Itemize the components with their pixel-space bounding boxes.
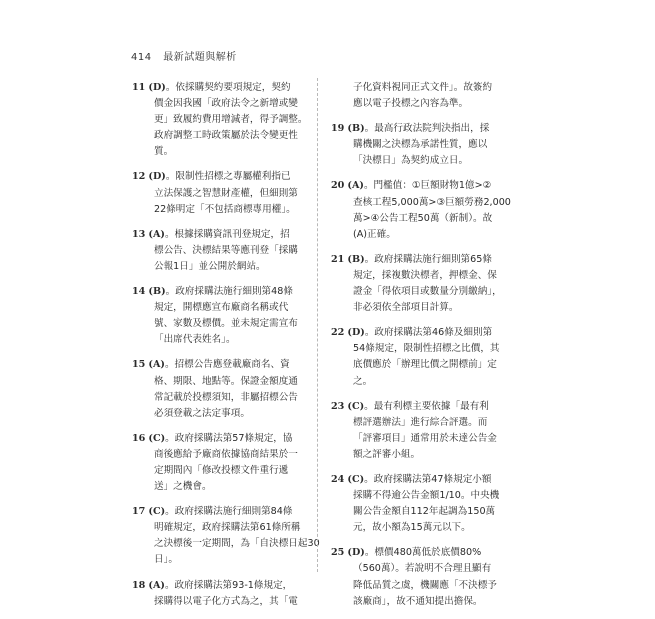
explanation-line: 常記載於投標須知，非屬招標公告	[154, 391, 298, 403]
answer-first-line	[132, 431, 322, 447]
explanation-line: 額之評審小組。	[353, 448, 421, 460]
answer-item-11	[132, 80, 322, 160]
question-number: 22	[331, 327, 345, 339]
explanation-line: 元，故小額為15萬元以下。	[353, 522, 471, 534]
explanation-line: 日」。	[154, 554, 178, 566]
explanation-line: 底價應於「辦理比價之開標前」定	[353, 359, 497, 371]
explanation-line: 送」之機會。	[154, 481, 212, 493]
answer-first-line	[132, 227, 322, 243]
answer-first-line	[331, 252, 521, 268]
explanation-line: 採購得以電子化方式為之，其「電	[154, 595, 298, 607]
question-number: 11	[132, 82, 146, 93]
explanation-line: 定期間內「修改投標文件重行遞	[154, 464, 289, 476]
answer-choice: (B)	[347, 253, 365, 265]
explanation-text: 。依採購契約要項規定，契約	[165, 82, 291, 93]
answer-item-16	[132, 431, 322, 495]
explanation-line: 「出席代表姓名」。	[154, 334, 236, 346]
answer-item-19	[331, 121, 521, 169]
question-number: 23	[331, 400, 345, 412]
answer-choice: (D)	[347, 547, 365, 559]
left-column	[132, 80, 322, 619]
explanation-line: (A)正確。	[353, 228, 396, 240]
explanation-line: 政府調整工時政策屬於法令變更性	[154, 130, 298, 142]
question-number: 13	[132, 228, 146, 240]
answer-item-22	[331, 325, 521, 389]
answer-choice: (C)	[148, 432, 166, 444]
explanation-line: 查核工程5,000萬>③巨額勞務2,000	[353, 196, 511, 208]
answer-choice: (A)	[148, 579, 165, 591]
answer-first-line	[132, 80, 322, 96]
explanation-text: 。政府採購法第93-1條規定，	[164, 579, 293, 591]
answer-first-line	[132, 284, 322, 300]
page-number: 414	[131, 52, 152, 63]
answer-first-line	[331, 178, 521, 194]
answer-choice: (A)	[148, 228, 165, 240]
answer-item-14	[132, 284, 322, 348]
question-number: 16	[132, 432, 146, 444]
explanation-text: 。標價480萬低於底價80%	[364, 547, 482, 559]
explanation-line: 號、家數及標價。並未規定需宣布	[154, 318, 298, 330]
answer-choice: (B)	[347, 123, 365, 135]
answer-choice: (B)	[148, 286, 166, 298]
answer-first-line	[331, 325, 521, 341]
explanation-text: 。招標公告應登載廠商名、資	[164, 359, 290, 371]
answer-item-18	[132, 578, 322, 610]
answer-choice: (A)	[347, 180, 364, 192]
running-header	[131, 48, 237, 63]
answer-choice: (D)	[148, 171, 166, 183]
explanation-line: 立法保護之智慧財產權，但細則第	[154, 187, 298, 199]
answer-choice: (C)	[148, 506, 166, 518]
explanation-line: （560萬）。若說明不合理且顯有	[353, 563, 492, 575]
column-divider	[317, 78, 318, 572]
book-title: 最新試題與解析	[163, 52, 237, 63]
explanation-line: 之決標後一定期間，為「自決標日起30	[154, 538, 320, 550]
explanation-text: 。政府採購法施行細則第65條	[364, 253, 492, 265]
explanation-line: 商後應給予廠商依據協商結果於一	[154, 448, 298, 460]
answer-first-line	[331, 545, 521, 561]
explanation-text: 。門檻值：①巨額財物1億>②	[363, 180, 492, 192]
question-number: 25	[331, 547, 345, 559]
explanation-line: 「決標日」為契約成立日。	[353, 155, 469, 167]
explanation-line: 應以電子投標之內容為準。	[353, 98, 469, 110]
explanation-line: 更」致履約費用增減者，得予調整。	[154, 114, 308, 126]
question-number: 15	[132, 359, 146, 371]
explanation-line: 規定，採複數決標者，押標金、保	[353, 269, 497, 281]
explanation-text: 。政府採購法施行細則第84條	[165, 506, 293, 518]
answer-first-line	[331, 121, 521, 137]
explanation-line: 購機關之決標為承諾性質，應以	[353, 139, 488, 151]
explanation-line: 公報1日」並公開於網站。	[154, 260, 266, 272]
answer-item-12	[132, 169, 322, 217]
answer-item-15	[132, 357, 322, 421]
answer-item-21	[331, 252, 521, 316]
answer-item-20	[331, 178, 521, 242]
question-number: 21	[331, 253, 345, 265]
explanation-text: 。政府採購法第47條規定小額	[364, 473, 492, 485]
explanation-line: 該廠商」，故不通知提出擔保。	[353, 595, 483, 607]
question-number: 24	[331, 473, 345, 485]
question-number: 12	[132, 171, 146, 183]
explanation-text: 。最有利標主要依據「最有利	[364, 400, 489, 412]
explanation-line: 「評審項目」通常用於未達公告金	[353, 432, 497, 444]
question-number: 18	[132, 579, 146, 591]
explanation-line: 非必須依全部項目計算。	[353, 302, 459, 314]
explanation-line: 22條明定「不包括商標專用權」。	[154, 203, 296, 215]
explanation-line: 規定，開標應宣布廠商名稱或代	[154, 302, 289, 314]
answer-first-line	[331, 399, 521, 415]
explanation-line: 證金「得依項目或數量分別繳納」，	[353, 286, 502, 298]
explanation-line: 標公告、決標結果等應刊登「採購	[154, 244, 298, 256]
answer-first-line	[132, 169, 322, 185]
explanation-line: 之。	[353, 375, 373, 387]
explanation-line: 採購不得逾公告金額1/10。中央機	[353, 490, 500, 502]
explanation-line: 54條規定，限制性招標之比價，其	[353, 343, 500, 355]
explanation-line: 明確規定，政府採購法第61條所稱	[154, 522, 301, 534]
explanation-line: 價金因我國「政府法令之新增或變	[154, 98, 298, 110]
answer-choice: (A)	[148, 359, 165, 371]
answer-choice: (C)	[347, 400, 365, 412]
explanation-line: 降低品質之虞，機關應「不決標予	[353, 579, 497, 591]
answer-choice: (C)	[347, 473, 365, 485]
explanation-line: 必須登載之法定事項。	[154, 407, 250, 419]
explanation-line: 標評選辦法」進行綜合評選。而	[353, 416, 488, 428]
explanation-text: 。政府採購法第57條規定，協	[165, 432, 293, 444]
answer-first-line	[132, 357, 322, 373]
explanation-text: 。政府採購法第46條及細則第	[364, 327, 493, 339]
explanation-line: 格、期限、地點等。保證金額度通	[154, 375, 298, 387]
explanation-text: 。政府採購法施行細則第48條	[165, 286, 293, 298]
explanation-line: 質。	[154, 146, 174, 158]
question-number: 14	[132, 286, 146, 298]
answer-item-24	[331, 472, 521, 536]
answer-first-line	[132, 504, 322, 520]
explanation-line: 子化資料視同正式文件」。故簽約	[353, 82, 493, 93]
answer-choice: (D)	[148, 82, 166, 93]
explanation-line: 關公告金額自112年起調為150萬	[353, 506, 496, 518]
right-column	[331, 80, 521, 619]
question-number: 17	[132, 506, 146, 518]
explanation-text: 。限制性招標之專屬權利指已	[165, 171, 291, 183]
answer-item-25	[331, 545, 521, 609]
explanation-text: 。根據採購資訊刊登規定，招	[164, 228, 290, 240]
answer-item-13	[132, 227, 322, 275]
explanation-line: 萬>④公告工程50萬（新制）。故	[353, 212, 493, 224]
answer-item-23	[331, 399, 521, 463]
answer-item-17	[132, 504, 322, 568]
question-number: 19	[331, 123, 345, 135]
answer-choice: (D)	[347, 327, 365, 339]
question-number: 20	[331, 180, 345, 192]
answer-first-line	[132, 578, 322, 594]
answer-first-line	[331, 472, 521, 488]
explanation-text: 。最高行政法院判決指出，採	[364, 123, 490, 135]
continued-answer-18	[331, 80, 521, 112]
